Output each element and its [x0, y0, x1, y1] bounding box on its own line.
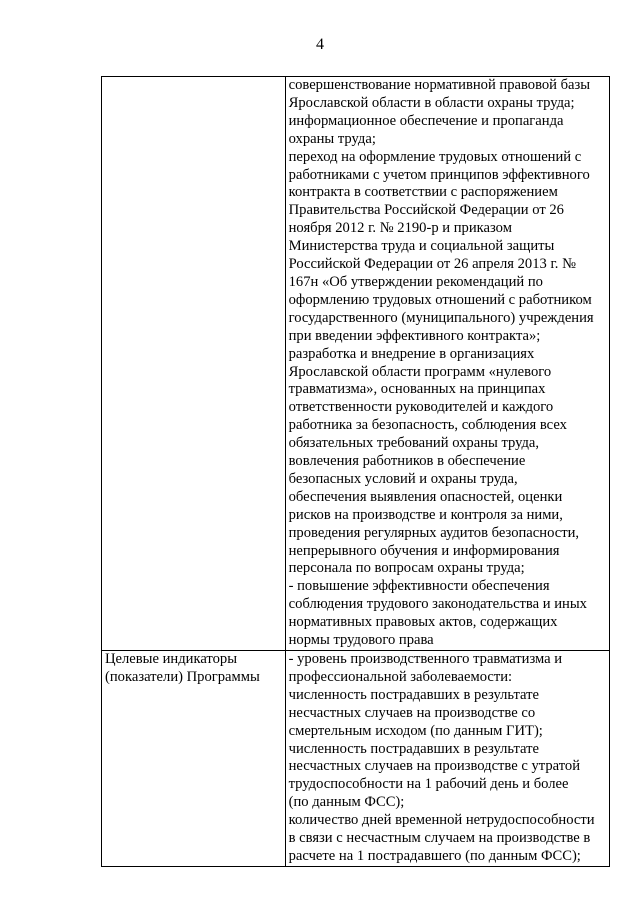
row-content-line: информационное обеспечение и пропаганда	[288, 112, 564, 129]
row-content-line: контракта в соответствии с распоряжением	[288, 184, 558, 201]
row-label-cell	[102, 651, 286, 867]
row-content-line: Правительства Российской Федерации от 26	[288, 202, 564, 219]
row-content-line: профессиональной заболеваемости:	[288, 668, 513, 685]
page-number: 4	[316, 36, 324, 53]
row-label-line: Целевые индикаторы	[105, 651, 238, 667]
row-content-line: в связи с несчастным случаем на производстве в	[288, 830, 591, 847]
row-content-line: проведения регулярных аудитов безопасности,	[288, 524, 580, 541]
row-content-line: совершенствование нормативной правовой базы	[288, 77, 591, 93]
row-content-line: численность пострадавших в результате	[288, 740, 539, 757]
row-content-cell	[285, 77, 609, 651]
row-content-line: охраны труда;	[288, 130, 376, 147]
row-content-line: разработка и внедрение в организациях	[288, 345, 535, 362]
row-content-line: расчете на 1 пострадавшего (по данным ФСС);	[288, 847, 581, 864]
program-passport-table	[101, 76, 610, 867]
table-row-measures	[102, 77, 610, 651]
row-content-line: - уровень производственного травматизма и	[288, 651, 563, 667]
row-content-line: ноября 2012 г. № 2190-р и приказом	[288, 220, 512, 237]
row-content-cell	[285, 651, 609, 867]
row-content-line: обязательных требований охраны труда,	[288, 435, 540, 452]
row-content-line: 167н «Об утверждении рекомендаций по	[288, 273, 543, 290]
row-content-line: работниками с учетом принципов эффективного	[288, 166, 590, 183]
row-content-line: смертельным исходом (по данным ГИТ);	[288, 722, 543, 739]
row-content-line: при введении эффективного контракта»;	[288, 327, 541, 344]
row-content-line: государственного (муниципального) учреждения	[288, 309, 594, 326]
row-content-line: несчастных случаев на производстве со	[288, 704, 536, 721]
row-content-line: травматизма», основанных на принципах	[288, 381, 546, 398]
row-content-line: рисков на производстве и контроля за ними,	[288, 506, 563, 523]
row-content-line: Ярославской области программ «нулевого	[288, 363, 552, 380]
row-content-line: Ярославской области в области охраны труда;	[288, 94, 575, 111]
row-content-line: обеспечения выявления опасностей, оценки	[288, 488, 563, 505]
row-content-line: оформлению трудовых отношений с работником	[288, 291, 592, 308]
row-content-line: трудоспособности на 1 рабочий день и более	[288, 776, 569, 793]
row-content-line: работника за безопасность, соблюдения всех	[288, 417, 567, 434]
row-content-line: вовлечения работников в обеспечение	[288, 453, 526, 470]
row-content-line: - повышение эффективности обеспечения	[288, 578, 550, 595]
row-content-line: соблюдения трудового законодательства и иных	[288, 596, 587, 613]
row-content-line: персонала по вопросам охраны труда;	[288, 560, 525, 577]
row-content-line: численность пострадавших в результате	[288, 686, 539, 703]
row-content-line: переход на оформление трудовых отношений с	[288, 148, 582, 165]
row-content-line: нормы трудового права	[288, 632, 434, 649]
row-content-line: непрерывного обучения и информирования	[288, 542, 560, 559]
row-content-line: нормативных правовых актов, содержащих	[288, 614, 558, 631]
row-content-line: ответственности руководителей и каждого	[288, 399, 554, 416]
row-content-line: Министерства труда и социальной защиты	[288, 238, 555, 255]
row-content-line: (по данным ФСС);	[288, 794, 405, 811]
table-row-target-indicators	[102, 651, 610, 867]
row-label-line: (показатели) Программы	[105, 668, 260, 685]
row-content-line: количество дней временной нетрудоспособности	[288, 812, 595, 829]
row-content-line: несчастных случаев на производстве с утратой	[288, 758, 581, 775]
row-label-cell	[102, 77, 286, 651]
row-content-line: Российской Федерации от 26 апреля 2013 г. №	[288, 256, 577, 273]
row-content-line: безопасных условий и охраны труда,	[288, 470, 518, 487]
